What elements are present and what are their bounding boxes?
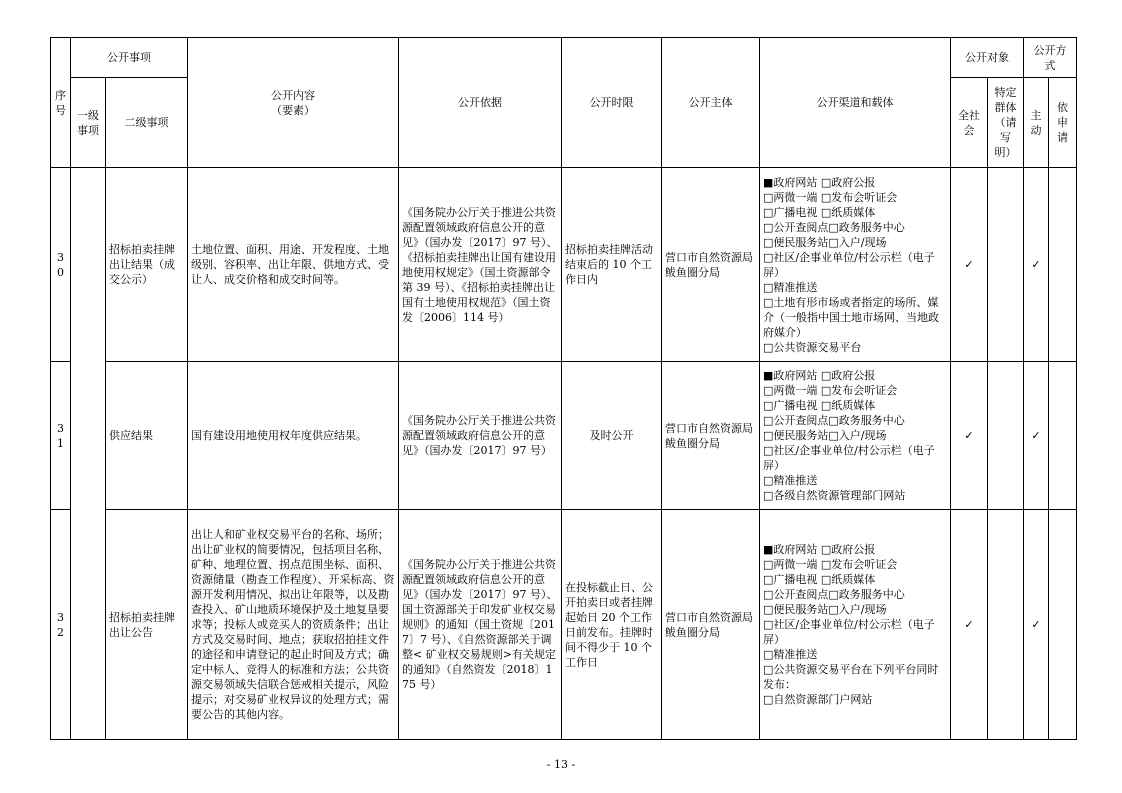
header-target: 公开对象 <box>951 38 1024 78</box>
row-seq: 32 <box>51 510 71 740</box>
row-content: 土地位置、面积、用途、开发程度、土地级别、容积率、出让年限、供地方式、受让人、成交价格和成交时间等。 <box>188 168 399 362</box>
row-basis: 《国务院办公厅关于推进公共资源配置领域政府信息公开的意见》（国办发〔2017〕97 号）、国土资源部关于印发矿业权交易规则》的通知（国土资规〔2017〕7 号）、《自然资源部关于调整< 矿业权交易规则>有关规定的通知》（自然资发〔2018〕175 号） <box>399 510 562 740</box>
header-subject: 公开主体 <box>662 38 760 168</box>
row-active-check: ✓ <box>1024 510 1049 740</box>
row-level2: 招标拍卖挂牌出让公告 <box>106 510 188 740</box>
disclosure-table <box>50 37 1077 740</box>
header-seq: 序 号 <box>51 38 71 168</box>
row-subject: 营口市自然资源局鲅鱼圈分局 <box>662 168 760 362</box>
row-specific <box>988 168 1024 362</box>
header-on-request: 依 申 请 <box>1049 78 1077 168</box>
table-row <box>51 510 1077 740</box>
row-time-limit: 招标拍卖挂牌活动结束后的 10 个工作日内 <box>562 168 662 362</box>
page-number: - 13 - <box>546 758 576 771</box>
row-time-limit: 及时公开 <box>562 362 662 510</box>
table-row <box>51 168 1077 362</box>
row-channels: ■政府网站 □政府公报 □两微一端 □发布会听证会 □广播电视 □纸质媒体 □公开查阅点□政务服务中心 □便民服务站□入户/现场 □社区/企事业单位/村公示栏（电子屏） □精准推送 □公共资源交易平台在下列平台同时发布： □自然资源部门户网站 <box>760 510 951 740</box>
header-level2: 二级事项 <box>106 78 188 168</box>
row-level2: 招标拍卖挂牌出让结果（成交公示） <box>106 168 188 362</box>
header-time-limit: 公开时限 <box>562 38 662 168</box>
row-content: 出让人和矿业权交易平台的名称、场所；出让矿业权的简要情况，包括项目名称、矿种、地理位置、拐点范围坐标、面积、资源储量（勘查工作程度）、开采标高、资源开发利用情况、拟出让年限等，以及勘查投入、矿山地质环境保护及土地复垦要求等；投标人或竞买人的资质条件；出让方式及交易时间、地点；获取招拍挂文件的途径和申请登记的起止时间及方式；确定中标人、竞得人的标准和方法；公共资源交易领域失信联合惩戒相关提示，风险提示；对交易矿业权异议的处理方式；需要公告的其他内容。 <box>188 510 399 740</box>
table-row <box>51 362 1077 510</box>
row-society-check: ✓ <box>951 362 988 510</box>
row-time-limit: 在投标截止日、公开拍卖日或者挂牌起始日 20 个工作日前发布。挂牌时间不得少于 10 个工作日 <box>562 510 662 740</box>
row-level1 <box>71 168 106 740</box>
row-seq: 30 <box>51 168 71 362</box>
header-content: 公开内容 （要素） <box>188 38 399 168</box>
header-level1: 一级 事项 <box>71 78 106 168</box>
header-mode: 公开方 式 <box>1024 38 1077 78</box>
row-specific <box>988 510 1024 740</box>
row-channels: ■政府网站 □政府公报 □两微一端 □发布会听证会 □广播电视 □纸质媒体 □公开查阅点□政务服务中心 □便民服务站□入户/现场 □社区/企事业单位/村公示栏（电子屏） □精准推送 □土地有形市场或者指定的场所、媒介（一般指中国土地市场网、当地政府媒介） □公共资源交易平台 <box>760 168 951 362</box>
header-matters: 公开事项 <box>71 38 188 78</box>
row-basis: 《国务院办公厅关于推进公共资源配置领域政府信息公开的意见》（国办发〔2017〕97 号）、《招标拍卖挂牌出让国有建设用地使用权规定》（国土资源部令第 39 号）、《招标拍卖挂牌出让国有土地使用权规范》（国土资发〔2006〕114 号） <box>399 168 562 362</box>
row-seq: 31 <box>51 362 71 510</box>
header-active: 主 动 <box>1024 78 1049 168</box>
row-active-check: ✓ <box>1024 362 1049 510</box>
row-on-request <box>1049 168 1077 362</box>
row-subject: 营口市自然资源局鲅鱼圈分局 <box>662 362 760 510</box>
header-specific: 特定 群体 （请 写 明） <box>988 78 1024 168</box>
row-content: 国有建设用地使用权年度供应结果。 <box>188 362 399 510</box>
row-society-check: ✓ <box>951 168 988 362</box>
row-basis: 《国务院办公厅关于推进公共资源配置领域政府信息公开的意见》（国办发〔2017〕97 号） <box>399 362 562 510</box>
row-channels: ■政府网站 □政府公报 □两微一端 □发布会听证会 □广播电视 □纸质媒体 □公开查阅点□政务服务中心 □便民服务站□入户/现场 □社区/企事业单位/村公示栏（电子屏） □精准推送 □各级自然资源管理部门网站 <box>760 362 951 510</box>
header-society: 全社 会 <box>951 78 988 168</box>
header-channels: 公开渠道和载体 <box>760 38 951 168</box>
row-active-check: ✓ <box>1024 168 1049 362</box>
row-specific <box>988 362 1024 510</box>
row-on-request <box>1049 362 1077 510</box>
header-basis: 公开依据 <box>399 38 562 168</box>
row-subject: 营口市自然资源局鲅鱼圈分局 <box>662 510 760 740</box>
row-society-check: ✓ <box>951 510 988 740</box>
row-on-request <box>1049 510 1077 740</box>
row-level2: 供应结果 <box>106 362 188 510</box>
